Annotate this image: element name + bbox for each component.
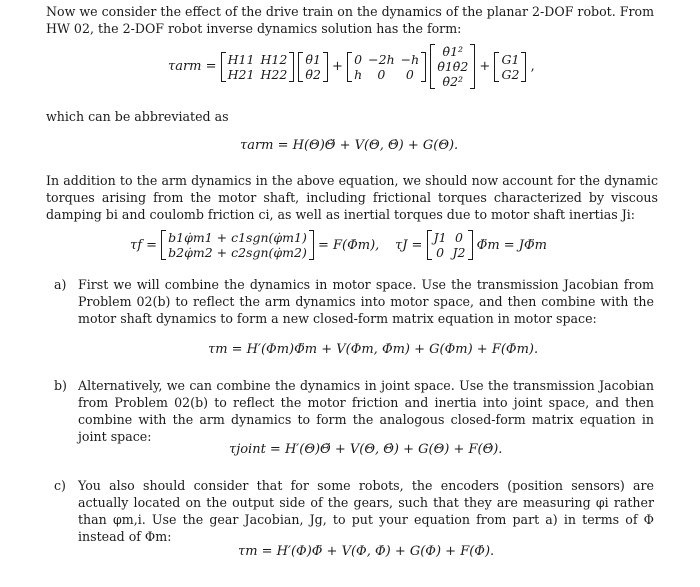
matrix-cell: h [354, 66, 363, 82]
friction-torque-equation [130, 230, 379, 260]
item-text: First we will combine the dynamics in motor space. Use the transmission Jacobian from Problem 02(b) to reflect the arm dynamics into motor space, and then combine with the motor shaft dynamics to form a new closed-form matrix equation in motor space: [78, 277, 654, 326]
friction-vector [161, 230, 314, 260]
matrix-cell: G1 [501, 51, 520, 67]
matrix-cell: 0 [455, 230, 463, 245]
joint-space-equation: τjoint = H′(Θ)Θ̈ + V(Θ, Θ̇) + G(Θ) + F(Θ̇). [229, 442, 503, 457]
gravity-vector-G [494, 52, 526, 82]
matrix-cell: H21 [227, 66, 255, 82]
matrix-cell: J1 [433, 230, 447, 245]
inertia-matrix-H [221, 52, 295, 82]
matrix-cell: −2h [368, 51, 395, 67]
matrix-cell: b1φ̇m1 + c1sgn(φ̇m1) [168, 230, 307, 245]
item-label: c) [54, 478, 66, 493]
matrix-cell: θ̇1² [442, 44, 464, 59]
eq-rhs: Φ̈m = JΦ̈m [476, 237, 547, 253]
matrix-cell: −h [400, 51, 420, 67]
plus-sign: + [479, 59, 491, 74]
matrix-cell: J2 [452, 245, 466, 260]
matrix-cell: b2φ̇m2 + c2sgn(φ̇m2) [168, 245, 307, 260]
coriolis-matrix-V [347, 52, 426, 82]
abbrev-text: which can be abbreviated as [46, 109, 229, 124]
motor-space-equation: τm = H′(Φm)Φ̈m + V(Φm, Φ̇m) + G(Φm) + F(Φ̇m). [208, 342, 539, 357]
intro-paragraph: Now we consider the effect of the drive train on the dynamics of the planar 2-DOF robot. From HW 02, the 2-DOF robot inverse dynamics solution has the form: [46, 4, 655, 36]
matrix-cell: G2 [501, 66, 520, 82]
question-item-c [54, 477, 654, 545]
plus-sign: + [332, 59, 343, 74]
eq-lhs: τJ = [395, 237, 423, 253]
matrix-cell: θ̈2 [305, 66, 321, 82]
matrix-cell: H22 [260, 66, 288, 82]
item-label: a) [54, 277, 67, 292]
item-label: b) [54, 378, 67, 393]
motor-inertia-matrix [427, 230, 473, 260]
matrix-cell: 0 [354, 51, 363, 67]
item-text: You also should consider that for some robots, the encoders (position sensors) are actually located on the output side of the gears, such that they are measuring φi rather than φm,i. Use the gear Jacobian, Jg, to put your equation from part a) in terms of Φ instead of Φm: [78, 478, 654, 544]
inertia-torque-equation [395, 230, 547, 260]
item-text: Alternatively, we can combine the dynamics in joint space. Use the transmission Jacobian from Problem 02(b) to reflect the motor friction and inertia into joint space, and then combine with the arm dynamics to form the analogous closed-form matrix equation in joint space: [78, 378, 654, 444]
matrix-cell: H12 [260, 51, 288, 67]
matrix-cell: 0 [405, 66, 414, 82]
velocity-products-vector [430, 44, 475, 89]
output-space-equation: τm = H′(Φ)Φ̈ + V(Φ, Φ̇) + G(Φ) + F(Φ̇). [238, 544, 495, 559]
eq-lhs: τarm = [168, 59, 217, 74]
matrix-cell: H11 [227, 51, 255, 67]
question-item-a [54, 276, 654, 327]
matrix-cell: θ̇1θ̇2 [437, 59, 469, 74]
arm-dynamics-matrix-equation [168, 44, 535, 102]
eq-lhs: τf = [130, 237, 158, 253]
eq-rhs: = F(Φ̇m), [317, 237, 380, 253]
matrix-cell: 0 [377, 66, 386, 82]
theta-ddot-vector [298, 52, 327, 82]
eq-end-punct: , [530, 59, 535, 74]
matrix-cell: θ̇2² [442, 74, 464, 89]
matrix-cell: 0 [436, 245, 445, 260]
question-item-b [54, 377, 654, 445]
matrix-cell: θ̈1 [305, 51, 321, 67]
motor-dynamics-paragraph: In addition to the arm dynamics in the above equation, we should now account for the dynamic torques arising from the motor shaft, including frictional torques characterized by viscous damping bi and coulomb friction ci, as well as inertial torques due to motor shaft inertias Ji: [46, 173, 658, 222]
arm-dynamics-abbrev-equation: τarm = H(Θ)Θ̈ + V(Θ, Θ̇) + G(Θ). [240, 138, 459, 153]
